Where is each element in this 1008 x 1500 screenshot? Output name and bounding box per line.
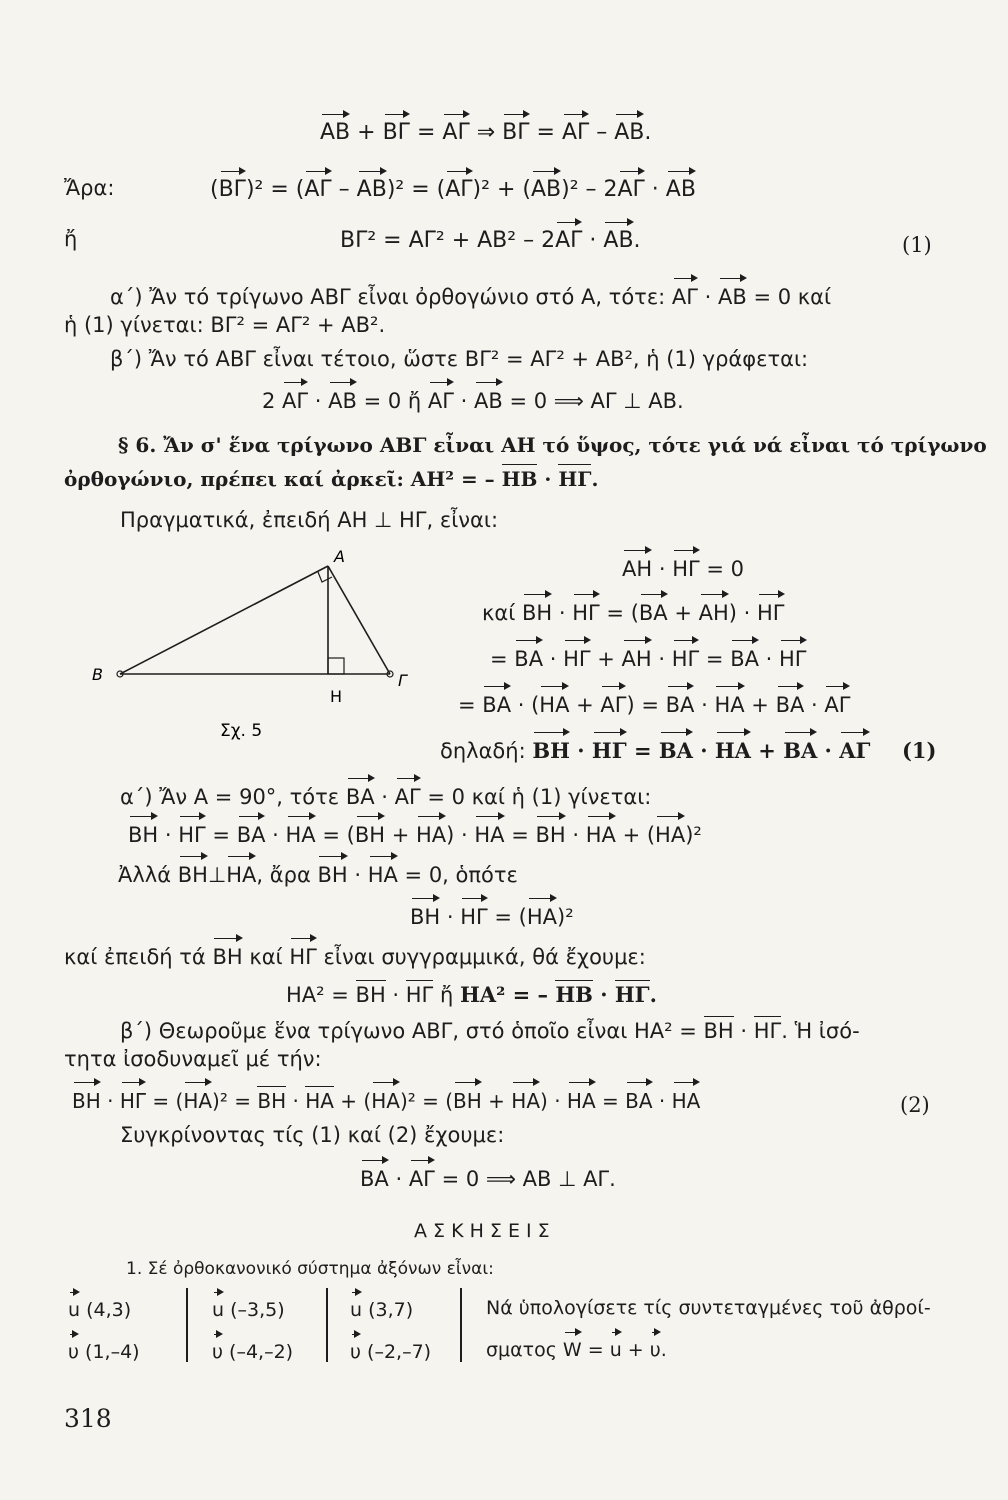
text: = <box>626 738 659 763</box>
vector: AB <box>474 386 503 414</box>
vector: AΓ <box>395 782 421 810</box>
vector: BA <box>639 598 668 626</box>
vector: AH <box>622 644 652 672</box>
vector: AΓ <box>428 386 454 414</box>
vector: BA <box>514 644 543 672</box>
vector: BA <box>360 1164 389 1192</box>
vector: BH <box>453 1086 482 1114</box>
operator: · <box>592 982 615 1007</box>
text: ἤ <box>433 983 460 1007</box>
vector: υ <box>650 1336 661 1362</box>
text: )² = <box>212 1089 258 1113</box>
text: + <box>590 647 622 671</box>
beta2-line-5 <box>360 1164 616 1192</box>
vector: AΓ <box>442 120 470 145</box>
exercise-col-2 <box>212 1296 293 1364</box>
text: = 0, ὁπότε <box>397 863 518 887</box>
period: . <box>591 467 599 491</box>
text: καί ἐπειδή τά <box>64 945 213 969</box>
operator: · <box>552 601 573 625</box>
text: = 0 καί <box>746 285 832 309</box>
vector: BA <box>237 820 266 848</box>
text: = <box>581 1339 610 1361</box>
text: δηλαδή: <box>440 739 533 763</box>
col3-v <box>350 1338 431 1364</box>
operator: · <box>453 389 475 413</box>
vector: BH <box>72 1086 101 1114</box>
text: = <box>504 823 536 847</box>
vector: BH <box>410 902 440 930</box>
vector: BH <box>522 598 552 626</box>
vector: HΓ <box>178 820 206 848</box>
text: )² <box>685 823 702 847</box>
vector: BH <box>532 738 570 763</box>
vector: AΓ <box>409 1164 435 1192</box>
operator: = <box>536 120 555 145</box>
text: (–2,–7) <box>361 1341 432 1363</box>
operator: · <box>158 823 179 847</box>
operator: · <box>652 557 673 581</box>
vector: HΓ <box>460 902 488 930</box>
period: . <box>660 1339 667 1361</box>
vector: BA <box>666 690 695 718</box>
vector: W <box>563 1336 582 1362</box>
operator: · <box>388 1167 409 1191</box>
beta2-line-4: Συγκρίνοντας τίς (1) καί (2) ἔχουμε: <box>120 1123 505 1147</box>
vector: HΓ <box>672 554 700 582</box>
operator: ⊥ <box>207 863 227 887</box>
text: (4,3) <box>80 1299 132 1321</box>
col3-u <box>350 1296 431 1322</box>
segment: HΓ <box>754 1016 782 1044</box>
text: = 0 ἤ <box>356 389 428 413</box>
operator: + <box>357 120 376 145</box>
text: + ( <box>615 823 656 847</box>
vector: HA <box>416 820 446 848</box>
text: . Ἡ ἰσό- <box>781 1019 860 1043</box>
period: . <box>633 228 641 253</box>
vector: AΓ <box>282 386 308 414</box>
vector: AB <box>665 177 696 202</box>
vector: AΓ <box>445 177 473 202</box>
text: = ( <box>315 823 355 847</box>
vector: HΓ <box>672 644 700 672</box>
vector: HΓ <box>779 644 807 672</box>
segment: BH <box>257 1086 286 1114</box>
col1-v <box>68 1338 140 1364</box>
operator: · <box>644 177 666 202</box>
vector: υ <box>212 1338 223 1364</box>
expr: )² = ( <box>386 177 446 202</box>
proof-row-5 <box>440 736 870 764</box>
side-ba <box>120 566 328 674</box>
text: · ( <box>511 693 540 717</box>
text: , ἄρα <box>256 863 318 887</box>
text: + <box>744 693 776 717</box>
table-divider <box>186 1288 188 1362</box>
vector: BH <box>178 860 208 888</box>
text: = 0 ⟹ AΓ ⊥ AB. <box>502 389 684 413</box>
exercise-col-3 <box>350 1296 431 1364</box>
text: (3,7) <box>362 1299 414 1321</box>
operator: · <box>286 1089 306 1113</box>
vector: u <box>350 1296 362 1322</box>
proof-row-1 <box>622 554 744 582</box>
vector: BA <box>658 738 693 763</box>
operator: · <box>758 647 780 671</box>
text: = <box>595 1089 626 1113</box>
text: HA² = – <box>459 982 556 1007</box>
operator: · <box>651 647 672 671</box>
alpha2-line-4 <box>410 902 574 930</box>
alpha2-line-6 <box>286 980 657 1008</box>
table-divider <box>326 1288 328 1362</box>
equation-2 <box>210 175 696 203</box>
vector: HA <box>183 1086 212 1114</box>
section-6-statement <box>64 464 598 492</box>
alpha2-line-2 <box>128 820 702 848</box>
operator: · <box>374 785 395 809</box>
vector: AΓ <box>839 738 871 763</box>
text: β΄) Θεωροῦμε ἕνα τρίγωνο ΑΒΓ, στό ὁποῖο εἶναι HA² = <box>120 1019 704 1043</box>
eta-label: ἤ <box>64 227 78 251</box>
equation-number: (1) <box>902 233 932 257</box>
alpha-line-2: ἡ (1) γίνεται: BΓ² = AΓ² + AB². <box>64 313 386 337</box>
text: ) · <box>540 1089 567 1113</box>
vector: AB <box>530 177 562 202</box>
vector: HA <box>226 860 256 888</box>
text: καί <box>242 945 290 969</box>
vector: BA <box>730 644 759 672</box>
vector: HA <box>672 1086 701 1114</box>
equation-3 <box>340 226 641 254</box>
vector: AΓ <box>304 177 332 202</box>
expr: BΓ² = AΓ² + AB² – 2 <box>340 228 556 253</box>
text: + <box>481 1089 512 1113</box>
vector: BA <box>783 738 818 763</box>
text: = ( <box>146 1089 184 1113</box>
equation-1 <box>320 118 651 146</box>
vector: BΓ <box>382 120 410 145</box>
vector: HA <box>511 1086 540 1114</box>
segment: BH <box>356 980 386 1008</box>
operator: · <box>692 738 715 763</box>
proof-intro: Πραγματικά, ἐπειδή ΑΗ ⊥ ΗΓ, εἶναι: <box>120 508 499 532</box>
operator: · <box>100 1089 120 1113</box>
operator: · <box>543 647 564 671</box>
vector: AΓ <box>824 690 850 718</box>
text: α΄) Ἄν A = 90°, τότε <box>120 785 346 809</box>
text: + <box>385 823 416 847</box>
expr: )² = ( <box>245 177 305 202</box>
text: = <box>490 647 515 671</box>
vector: BΓ <box>218 177 246 202</box>
text: )² <box>557 905 574 929</box>
vector: AB <box>356 177 387 202</box>
vector: HΓ <box>757 598 785 626</box>
text: = <box>699 647 731 671</box>
operator: · <box>569 738 592 763</box>
vector: HΓ <box>572 598 600 626</box>
operator: · <box>733 1019 754 1043</box>
operator: · <box>440 905 461 929</box>
exercises-heading: Α Σ Κ Η Σ Ε Ι Σ <box>414 1220 550 1242</box>
text: εἶναι συγγραμμικά, θά ἔχουμε: <box>316 945 646 969</box>
vector: HA <box>527 902 557 930</box>
operator: · <box>347 863 368 887</box>
vector: AB <box>320 120 351 145</box>
operator: · <box>308 389 329 413</box>
text: καί <box>482 601 523 625</box>
segment: HA <box>305 1086 334 1114</box>
vector: BΓ <box>502 120 530 145</box>
vector: HΓ <box>563 644 591 672</box>
segment: ΗΒ <box>502 464 538 492</box>
vector: BA <box>776 690 805 718</box>
segment: HΓ <box>406 980 434 1008</box>
vector: AB <box>328 386 357 414</box>
vector: HA <box>567 1086 596 1114</box>
proof-row-4 <box>458 690 850 718</box>
text: ὀρθογώνιο, πρέπει καί ἀρκεῖ: ΑΗ² = – <box>64 467 502 491</box>
vector: HΓ <box>591 738 627 763</box>
right-angle-h <box>328 658 344 674</box>
vector: HA <box>368 860 398 888</box>
text: = ( <box>487 905 527 929</box>
label-h: H <box>330 687 343 706</box>
alpha2-line-3 <box>118 860 518 888</box>
beta2-line-3 <box>72 1086 700 1114</box>
segment: ΗΓ <box>558 464 591 492</box>
text: = ( <box>599 601 639 625</box>
page-number: 318 <box>64 1404 112 1433</box>
operator: – <box>596 120 608 145</box>
vector: BA <box>346 782 375 810</box>
text: 2 <box>262 389 283 413</box>
exercise-task <box>486 1296 931 1362</box>
vector: HA <box>714 690 744 718</box>
operator: · <box>565 823 586 847</box>
operator: · <box>537 467 559 491</box>
vector: BH <box>355 820 385 848</box>
text: Ἀλλά <box>118 863 178 887</box>
segment: HΓ <box>614 982 650 1007</box>
beta-line: β΄) Ἄν τό ΑΒΓ εἶναι τέτοιο, ὥστε BΓ² = AΓ² + AB², ἡ (1) γράφεται: <box>110 347 809 371</box>
text: + ( <box>333 1089 372 1113</box>
expr: )² + ( <box>472 177 531 202</box>
ara-label: Ἄρα: <box>64 176 115 200</box>
col2-u <box>212 1296 293 1322</box>
figure-caption: Σχ. 5 <box>220 721 263 741</box>
text: = <box>205 823 237 847</box>
vector: BH <box>212 942 242 970</box>
alpha-line-1 <box>110 282 831 310</box>
text: σματος <box>486 1339 563 1361</box>
exercise-1-intro: 1. Σέ ὀρθοκανονικό σύστημα ἀξόνων εἶναι: <box>126 1259 494 1279</box>
operator: · <box>804 693 825 717</box>
text: = 0 καί ἡ (1) γίνεται: <box>420 785 652 809</box>
vector: HA <box>371 1086 400 1114</box>
text: + <box>621 1339 650 1361</box>
alpha2-line-1 <box>120 782 651 810</box>
vector: AΓ <box>555 228 583 253</box>
text: + <box>667 601 699 625</box>
triangle-figure <box>92 540 430 750</box>
operator: · <box>698 285 719 309</box>
operator: = <box>416 120 436 145</box>
text: ) · <box>728 601 758 625</box>
text: (1,–4) <box>79 1341 140 1363</box>
operator: · <box>817 738 840 763</box>
beta2-line-1 <box>120 1016 860 1044</box>
vector: AH <box>699 598 729 626</box>
text: ) · <box>446 823 475 847</box>
vector: BH <box>535 820 565 848</box>
vector: υ <box>68 1338 79 1364</box>
period: . <box>649 982 657 1007</box>
operator: · <box>385 983 406 1007</box>
task-line-2 <box>486 1336 931 1362</box>
text: (–3,5) <box>224 1299 285 1321</box>
equation-number-2: (2) <box>900 1093 930 1117</box>
text: (–4,–2) <box>223 1341 294 1363</box>
vector: AB <box>603 228 634 253</box>
vector: HA <box>539 690 569 718</box>
label-g: Γ <box>398 671 407 690</box>
text: α΄) Ἄν τό τρίγωνο ΑΒΓ εἶναι ὀρθογώνιο στό Α, τότε: <box>110 285 672 309</box>
vector: HA <box>586 820 616 848</box>
vector: HA <box>655 820 685 848</box>
text: ) = <box>626 693 666 717</box>
exercise-col-1 <box>68 1296 140 1364</box>
vector: HΓ <box>289 942 317 970</box>
col2-v <box>212 1338 293 1364</box>
vector: BA <box>482 690 511 718</box>
vector: υ <box>350 1338 361 1364</box>
operator: – <box>331 177 357 202</box>
beta2-line-2: τητα ἰσοδυναμεῖ μέ τήν: <box>64 1047 322 1071</box>
vector: u <box>212 1296 224 1322</box>
beta-equation <box>262 386 684 414</box>
vector: BA <box>625 1086 652 1114</box>
vector: AB <box>718 282 747 310</box>
vector: HA <box>714 738 751 763</box>
vector: AH <box>622 554 652 582</box>
vector: AΓ <box>617 177 645 202</box>
proof-row-3 <box>490 644 807 672</box>
operator: · <box>652 1089 672 1113</box>
segment: BH <box>704 1016 734 1044</box>
period: . <box>644 120 652 145</box>
label-a: A <box>334 547 345 566</box>
vector: BH <box>317 860 347 888</box>
label-b: B <box>92 665 103 684</box>
text: = 0 ⟹ AB ⊥ AΓ. <box>434 1167 616 1191</box>
text: )² = ( <box>399 1089 454 1113</box>
text: = <box>458 693 483 717</box>
text: + <box>569 693 601 717</box>
task-line-1: Νά ὑπολογίσετε τίς συντεταγμένες τοῦ ἀθροί- <box>486 1297 931 1319</box>
vector: HA <box>474 820 504 848</box>
operator: ⇒ <box>476 120 496 145</box>
text: = 0 <box>699 557 745 581</box>
operator: · <box>582 228 604 253</box>
section-6-heading: § 6. Ἄν σ' ἕνα τρίγωνο ΑΒΓ εἶναι ΑΗ τό ὕψος, τότε γιά νά εἶναι τό τρίγωνο <box>118 433 987 457</box>
vector: HA <box>286 820 316 848</box>
vector: HΓ <box>120 1086 146 1114</box>
vector: u <box>610 1336 622 1362</box>
vector: AΓ <box>672 282 698 310</box>
vector: AΓ <box>561 120 590 145</box>
alpha2-line-5 <box>64 942 646 970</box>
paren: ( <box>210 177 219 202</box>
expr: )² – 2 <box>561 177 618 202</box>
table-divider <box>460 1288 462 1362</box>
equation-number-1b: (1) <box>902 738 937 763</box>
vector: u <box>68 1296 80 1322</box>
vector: BH <box>128 820 158 848</box>
segment: HB <box>555 982 593 1007</box>
text: + <box>750 738 784 763</box>
operator: · <box>265 823 286 847</box>
col1-u <box>68 1296 140 1322</box>
proof-row-2 <box>482 598 785 626</box>
text: HA² = <box>286 983 356 1007</box>
vector: AΓ <box>600 690 626 718</box>
operator: · <box>694 693 715 717</box>
vector: AB <box>614 120 645 145</box>
right-angle-a <box>318 572 332 582</box>
